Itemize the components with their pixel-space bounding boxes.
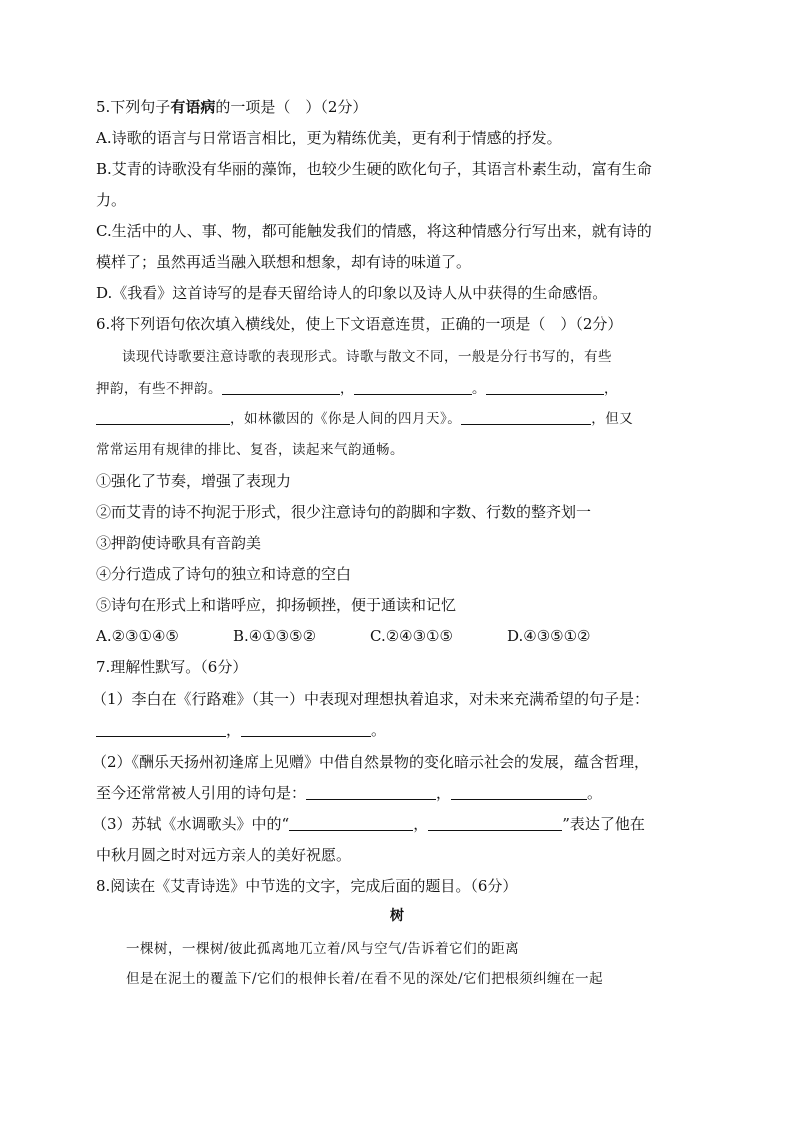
q7-punct: 。 (587, 784, 603, 802)
q7-punct: ， (413, 815, 429, 833)
q8-stem: 8.阅读在《艾青诗选》中节选的文字，完成后面的题目。（6分） (96, 877, 518, 895)
q6-choice-d[interactable]: D.④③⑤①② (507, 627, 591, 645)
q5-stem (96, 96, 696, 118)
q6-passage-punct: 。 (472, 381, 486, 397)
q6-passage-line2 (96, 378, 696, 400)
q6-sentence-5: ⑤诗句在形式上和谐呼应，抑扬顿挫，便于通读和记忆 (96, 596, 457, 614)
answer-blank[interactable] (354, 379, 472, 395)
q5-option-c-line1: C.生活中的人、事、物，都可能触发我们的情感，将这种情感分行写出来，就有诗的 (96, 222, 652, 240)
q6-choices (96, 625, 696, 647)
q7-sub2-line2 (96, 782, 696, 804)
q7-sub1-answer (96, 719, 696, 741)
q6-passage-text: ，如林徽因的《你是人间的四月天》。 (230, 411, 462, 427)
q7-sub3-line2: 中秋月圆之时对远方亲人的美好祝愿。 (96, 846, 352, 864)
q7-sub2-text: 至今还常常被人引用的诗句是： (96, 784, 307, 802)
q6-sentence-1: ①强化了节奏，增强了表现力 (96, 472, 292, 490)
answer-blank[interactable] (289, 815, 413, 831)
q5-stem-suffix: 的一项是（ ）（2分） (215, 98, 368, 116)
q6-passage-punct: ， (340, 381, 354, 397)
q7-sub1: （1）李白在《行路难》（其一）中表现对理想执着追求，对未来充满希望的句子是： (92, 690, 650, 708)
q6-passage-line4: 常常运用有规律的排比、复沓，读起来气韵通畅。 (96, 442, 404, 458)
q7-sub3-text: ”表达了他在 (562, 815, 645, 833)
q7-punct: 。 (371, 721, 387, 739)
q7-stem: 7.理解性默写。（6分） (96, 658, 248, 676)
q7-sub3-line1 (92, 813, 702, 835)
q6-sentence-4: ④分行造成了诗句的独立和诗意的空白 (96, 565, 352, 583)
q7-sub2-line1: （2）《酬乐天扬州初逢席上见赠》中借自然景物的变化暗示社会的发展，蕴含哲理， (92, 753, 650, 771)
answer-blank[interactable] (461, 409, 591, 425)
q6-passage-line1: 读现代诗歌要注意诗歌的表现形式。诗歌与散文不同，一般是分行书写的，有些 (122, 349, 612, 365)
poem-line-1: 一棵树，一棵树/彼此孤离地兀立着/风与空气/告诉着它们的距离 (126, 941, 520, 957)
q6-sentence-2: ②而艾青的诗不拘泥于形式，很少注意诗句的韵脚和字数、行数的整齐划一 (96, 503, 592, 521)
q5-option-b-line2: 力。 (96, 191, 127, 209)
q6-passage-punct: ， (604, 381, 618, 397)
answer-blank[interactable] (96, 721, 226, 737)
answer-blank[interactable] (222, 379, 340, 395)
q7-sub3-text: （3）苏轼《水调歌头》中的“ (92, 815, 290, 833)
q5-option-a: A.诗歌的语言与日常语言相比，更为精练优美，更有利于情感的抒发。 (96, 129, 562, 147)
q6-choice-b[interactable]: B.④①③⑤② (233, 627, 317, 645)
q6-sentence-3: ③押韵使诗歌具有音韵美 (96, 534, 262, 552)
answer-blank[interactable] (306, 784, 436, 800)
q5-option-b-line1: B.艾青的诗歌没有华丽的藻饰，也较少生硬的欧化句子，其语言朴素生动，富有生命 (96, 160, 652, 178)
answer-blank[interactable] (451, 784, 587, 800)
q6-passage-line3 (96, 408, 696, 430)
q7-punct: ， (436, 784, 452, 802)
q7-punct: ， (226, 721, 242, 739)
q6-stem: 6.将下列语句依次填入横线处，使上下文语意连贯，正确的一项是（ ）（2分） (96, 315, 623, 333)
poem-title: 树 (390, 908, 404, 924)
answer-blank[interactable] (486, 379, 604, 395)
q6-choice-a[interactable]: A.②③①④⑤ (96, 627, 179, 645)
q5-stem-prefix: 5.下列句子 (96, 98, 171, 116)
answer-blank[interactable] (241, 721, 371, 737)
poem-line-2: 但是在泥土的覆盖下/它们的根伸长着/在看不见的深处/它们把根须纠缠在一起 (126, 971, 604, 987)
q6-choice-c[interactable]: C.②④③①⑤ (370, 627, 453, 645)
answer-blank[interactable] (428, 815, 562, 831)
q5-option-d: D.《我看》这首诗写的是春天留给诗人的印象以及诗人从中获得的生命感悟。 (96, 284, 608, 302)
answer-blank[interactable] (96, 409, 230, 425)
q5-stem-emphasis: 有语病 (170, 98, 216, 116)
q6-passage-text: 押韵，有些不押韵。 (96, 381, 222, 397)
q6-passage-text: ，但又 (591, 411, 634, 427)
q5-option-c-line2: 模样了；虽然再适当融入联想和想象，却有诗的味道了。 (96, 253, 472, 271)
